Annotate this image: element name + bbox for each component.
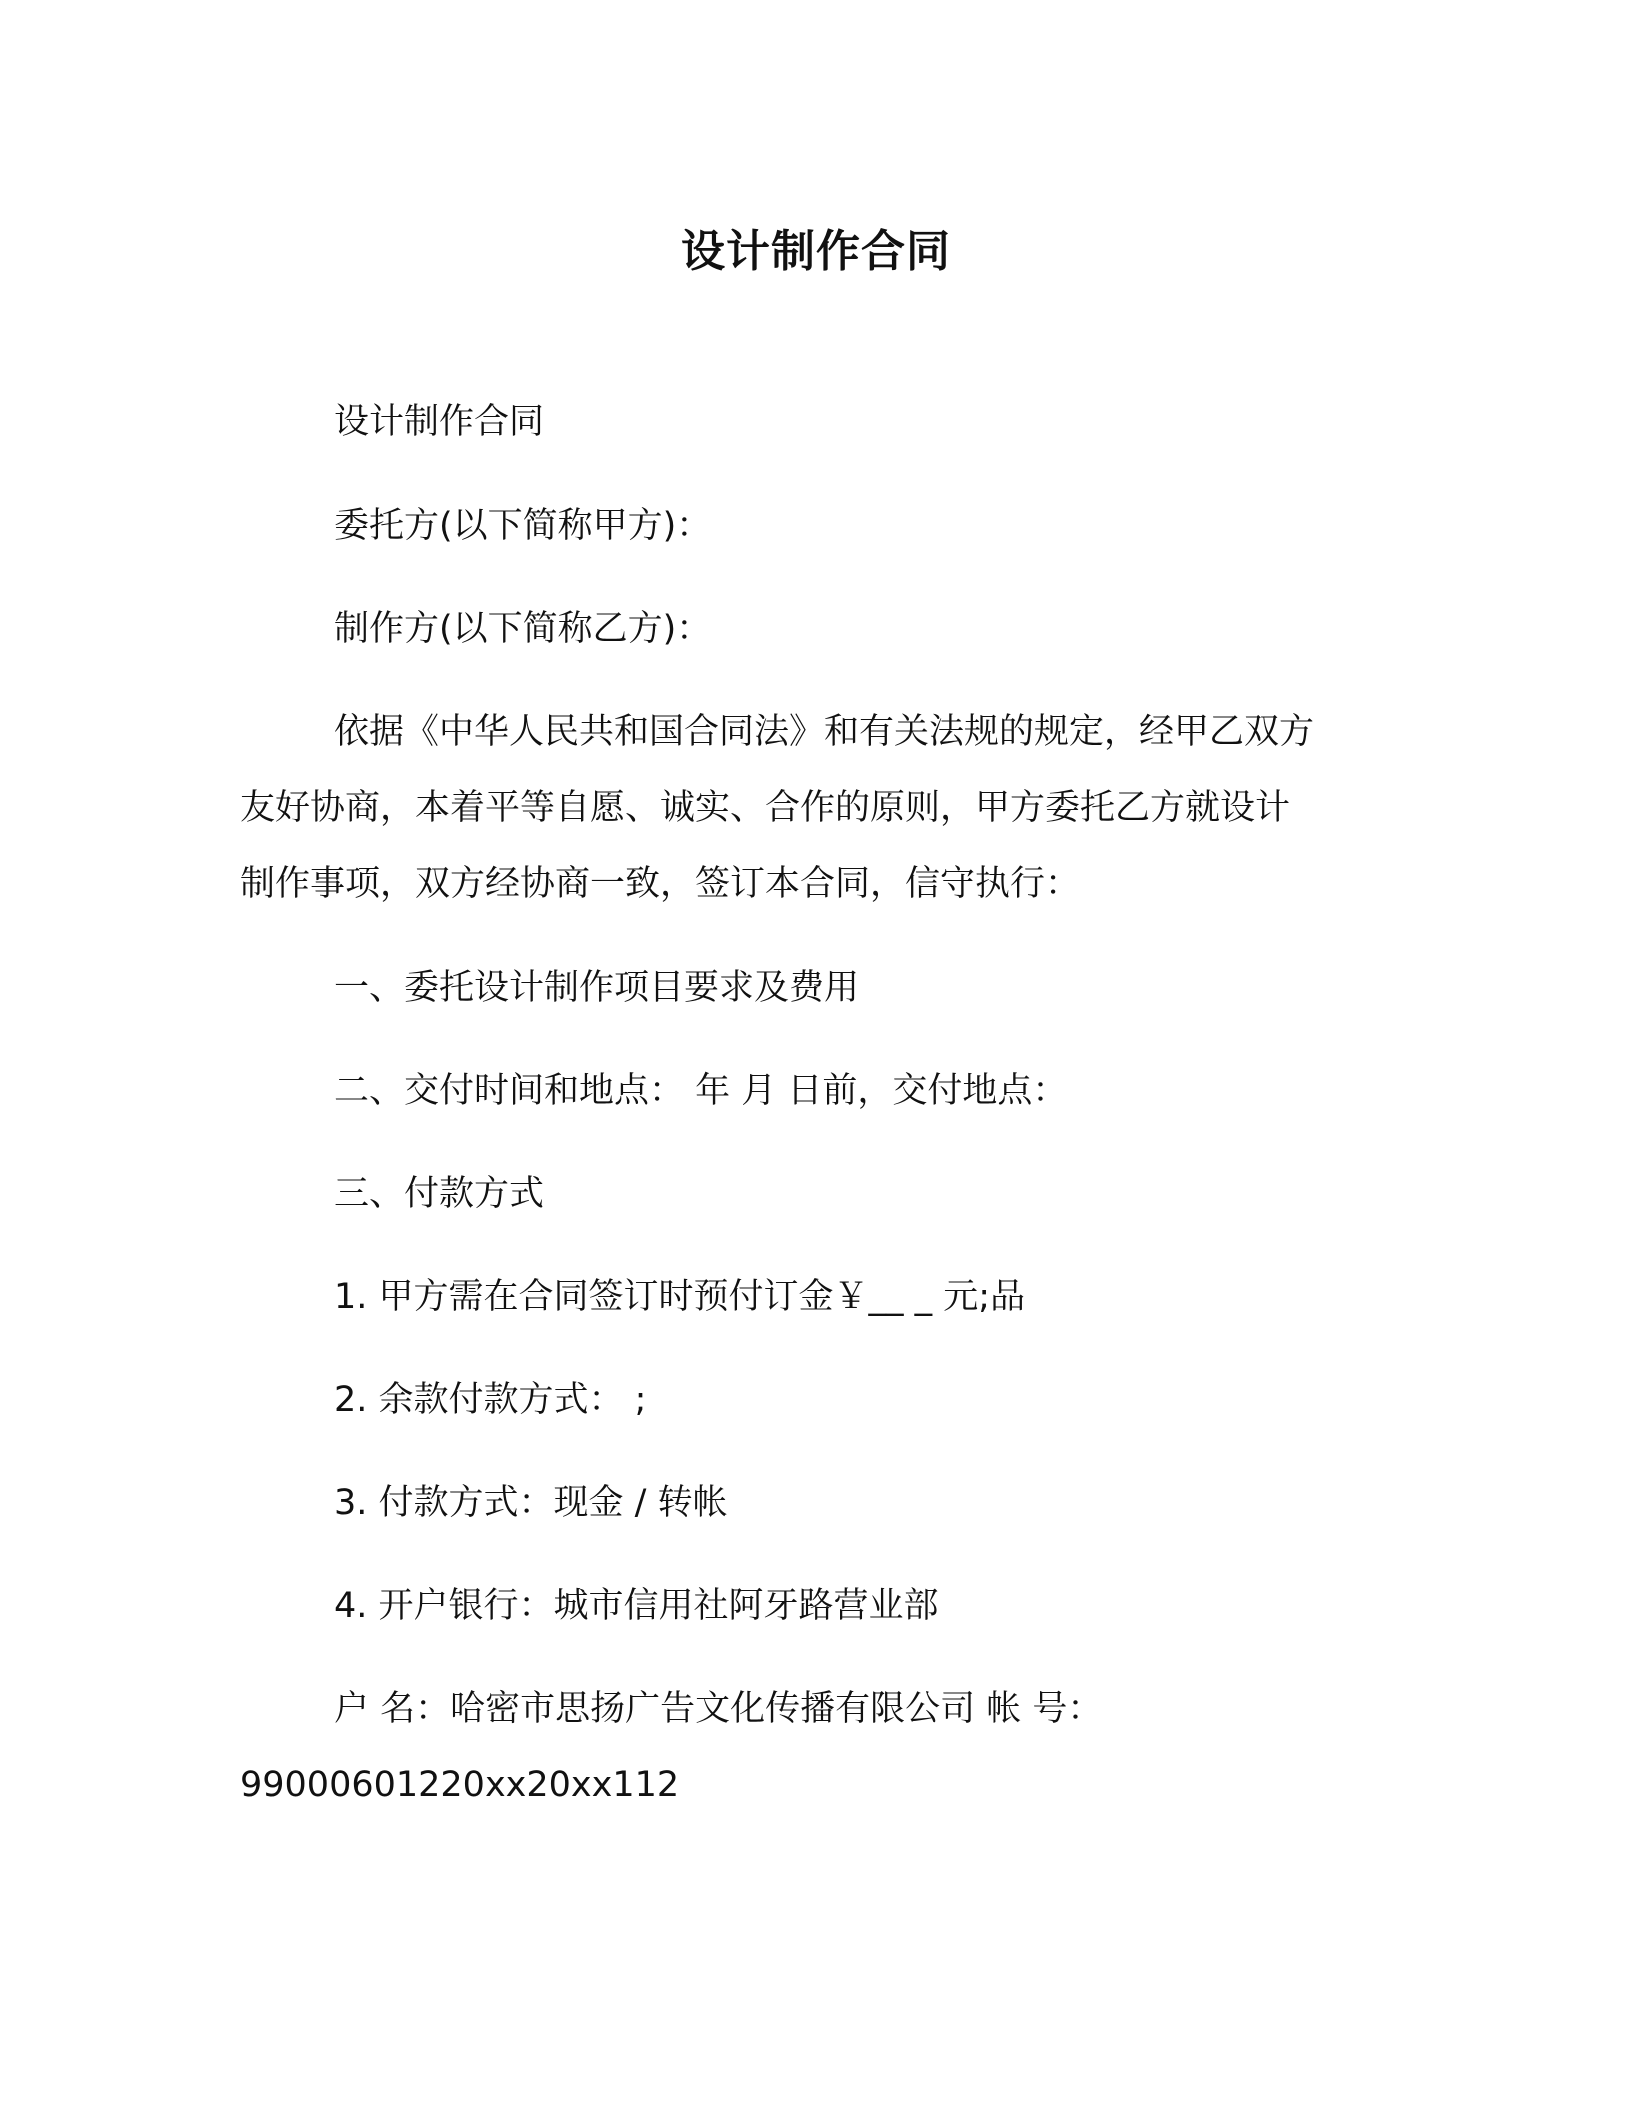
contract-heading: 设计制作合同 — [334, 402, 545, 442]
preamble-line-3: 制作事项，双方经协商一致，签订本合同，信守执行： — [240, 864, 1081, 904]
producer-party-line: 制作方(以下简称乙方)： — [334, 609, 712, 649]
account-number: 99000601220xx20xx112 — [240, 1765, 680, 1805]
preamble-line-1: 依据《中华人民共和国合同法》和有关法规的规定，经甲乙双方 — [334, 712, 1315, 752]
payment-item-1: 1. 甲方需在合同签订时预付订金￥__ _ 元;品 — [334, 1277, 1026, 1317]
client-party-line: 委托方(以下简称甲方)： — [334, 506, 712, 546]
document-title: 设计制作合同 — [681, 226, 951, 277]
preamble-line-2: 友好协商，本着平等自愿、诚实、合作的原则，甲方委托乙方就设计 — [240, 788, 1291, 828]
payment-item-4: 4. 开户银行：城市信用社阿牙路营业部 — [334, 1586, 939, 1626]
section-3-heading: 三、付款方式 — [334, 1174, 545, 1214]
section-2-heading: 二、交付时间和地点： 年 月 日前，交付地点： — [334, 1071, 1068, 1111]
payment-item-2: 2. 余款付款方式： ; — [334, 1380, 647, 1420]
account-name-line: 户 名：哈密市思扬广告文化传播有限公司 帐 号： — [334, 1689, 1103, 1729]
section-1-heading: 一、委托设计制作项目要求及费用 — [334, 968, 860, 1008]
payment-item-3: 3. 付款方式：现金 / 转帐 — [334, 1483, 728, 1523]
